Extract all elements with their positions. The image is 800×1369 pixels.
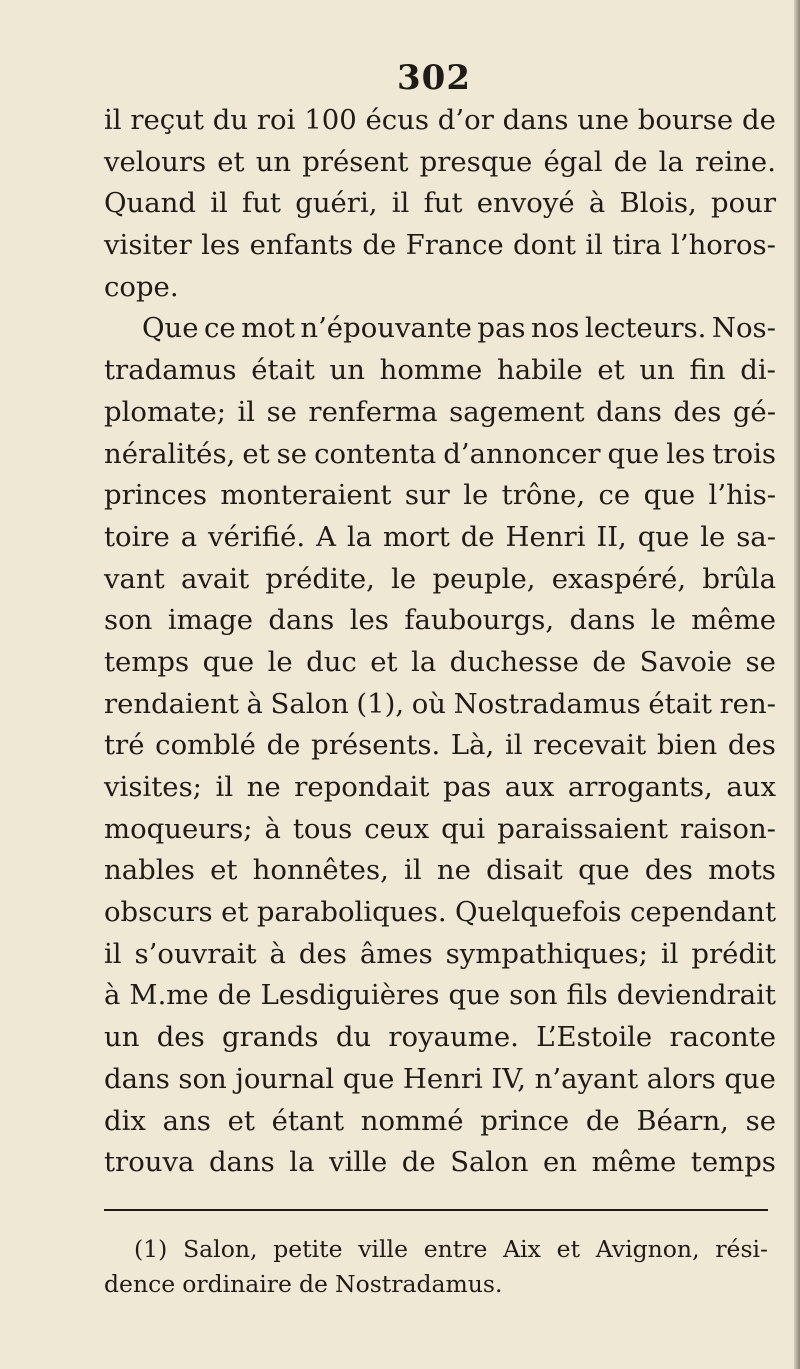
word: il	[237, 395, 256, 428]
word: que	[448, 979, 501, 1012]
text-line	[104, 183, 776, 225]
text-line	[104, 392, 776, 434]
word: le	[700, 520, 726, 553]
text-line	[104, 267, 776, 309]
word: pas	[477, 312, 526, 345]
word: que	[202, 645, 255, 678]
word: de	[401, 1146, 436, 1179]
word: Henri	[505, 520, 586, 553]
word: et	[556, 1235, 581, 1263]
word: il	[585, 229, 603, 262]
word: paraboliques.	[256, 896, 447, 929]
word: les	[349, 604, 389, 637]
word: avait	[180, 562, 250, 595]
word: France	[405, 229, 504, 262]
text-line	[104, 475, 776, 517]
text-line	[104, 1267, 768, 1302]
text-line	[104, 642, 776, 684]
word: était	[251, 354, 315, 387]
word: cope.	[104, 270, 179, 303]
text-line	[104, 892, 776, 934]
word: se	[266, 395, 297, 428]
word: il	[210, 187, 228, 220]
word: bien	[656, 729, 718, 762]
text-line	[104, 100, 776, 142]
word: petite	[273, 1235, 343, 1263]
word: que	[607, 437, 660, 470]
word: étant	[271, 1104, 345, 1137]
word: était	[648, 687, 712, 720]
word: duchesse	[449, 645, 579, 678]
word: II,	[596, 520, 627, 553]
text-line	[104, 142, 776, 184]
word: gé-	[732, 395, 776, 428]
word: nos	[531, 312, 580, 345]
word: dans	[208, 1146, 275, 1179]
word: prédite,	[265, 562, 375, 595]
word: il	[660, 937, 679, 970]
word: visiter	[104, 229, 192, 262]
word: son	[178, 1062, 227, 1095]
word: a	[180, 520, 198, 553]
word: honnêtes,	[252, 854, 389, 887]
word: de	[217, 979, 252, 1012]
word: cependant	[629, 896, 776, 929]
text-line	[104, 1101, 776, 1143]
word: d’annoncer	[443, 437, 601, 470]
word: un	[255, 145, 292, 178]
word: des	[673, 395, 722, 428]
word: pour	[710, 187, 776, 220]
word: Salon	[450, 1146, 529, 1179]
word: ans	[162, 1104, 211, 1137]
word: mots	[708, 854, 776, 887]
word: égal	[543, 145, 603, 178]
text-line	[104, 308, 776, 350]
footnote	[104, 1232, 768, 1302]
word: Lesdiguières	[260, 979, 440, 1012]
word: âmes	[359, 937, 433, 970]
word: à	[588, 187, 606, 220]
word: roi	[256, 104, 296, 136]
word: l’horos-	[671, 229, 776, 262]
word: princes	[104, 479, 208, 512]
text-line	[104, 1017, 776, 1059]
word: dont	[513, 229, 576, 262]
word: que	[637, 520, 690, 553]
word: vant	[104, 562, 165, 595]
word: faubourgs,	[404, 604, 555, 637]
word: trouva	[104, 1146, 195, 1179]
word: aux	[726, 771, 776, 803]
word: fut	[423, 187, 463, 220]
word: recevait	[533, 729, 647, 762]
word: dix	[104, 1104, 146, 1137]
text-line	[104, 975, 776, 1017]
word: plomate;	[104, 395, 227, 428]
word: à	[269, 937, 286, 970]
word: le	[463, 479, 489, 512]
word: image	[167, 604, 253, 637]
word: du	[335, 1021, 372, 1054]
word: raconte	[669, 1021, 776, 1054]
word: contenta	[314, 437, 437, 470]
word: il	[504, 729, 523, 762]
word: sur	[404, 479, 450, 512]
word: se	[276, 437, 308, 470]
text-line	[104, 1232, 768, 1267]
word: il	[215, 771, 234, 803]
word: Avignon,	[595, 1235, 700, 1263]
word: aux	[504, 771, 555, 803]
word: il	[404, 854, 422, 887]
word: arrogants,	[567, 771, 713, 803]
word: nommé	[360, 1104, 464, 1137]
word: néralités,	[104, 437, 236, 470]
word: Henri	[402, 1062, 483, 1095]
text-line	[104, 1142, 776, 1184]
word: même	[691, 604, 776, 637]
word: son	[104, 604, 153, 637]
page-edge-shadow	[794, 0, 800, 1369]
word: Blois,	[619, 187, 697, 220]
word: M.me	[129, 979, 209, 1012]
word: velours	[104, 145, 207, 178]
word: un	[104, 1021, 140, 1054]
word: le	[650, 604, 676, 637]
text-line	[104, 559, 776, 601]
word: 100	[304, 104, 357, 136]
word: un	[639, 354, 675, 387]
word: les	[201, 229, 241, 262]
footnote-divider	[104, 1209, 768, 1211]
word: trône,	[501, 479, 586, 512]
word: dans	[268, 604, 335, 637]
word: présents.	[311, 729, 441, 762]
word: le	[391, 562, 417, 595]
word: la	[289, 1146, 315, 1179]
word: Nos-	[711, 312, 776, 345]
word: dence	[104, 1270, 176, 1298]
word: exaspéré,	[551, 562, 687, 595]
word: et	[227, 1104, 255, 1137]
word: ce	[204, 312, 236, 345]
body-text	[104, 100, 776, 1184]
word: n’épouvante	[300, 312, 472, 345]
word: il	[391, 187, 410, 220]
word: Nostradamus	[453, 687, 641, 720]
word: et	[242, 437, 270, 470]
word: dans	[596, 395, 662, 428]
word: comblé	[155, 729, 256, 762]
word: tradamus	[104, 354, 237, 387]
text-line	[104, 934, 776, 976]
word: reçut	[130, 104, 204, 136]
word: de	[613, 145, 648, 178]
word: l’his-	[708, 479, 776, 512]
word: une	[577, 104, 629, 136]
word: obscurs	[104, 896, 213, 929]
word: les	[666, 437, 706, 470]
word: d’or	[437, 104, 494, 136]
word: de	[585, 1104, 620, 1137]
word: à	[246, 687, 263, 720]
page-number: 302	[397, 58, 471, 98]
text-line	[104, 767, 776, 809]
word: la	[346, 520, 373, 553]
word: des	[727, 729, 776, 762]
word: Là,	[450, 729, 495, 762]
word: tré	[104, 729, 145, 762]
word: toire	[104, 520, 170, 553]
word: des	[298, 937, 347, 970]
word: tira	[612, 229, 662, 262]
word: duc	[306, 645, 357, 678]
word: écus	[365, 104, 429, 136]
word: pas	[443, 771, 492, 803]
word: Salon,	[183, 1235, 258, 1263]
word: se	[745, 645, 776, 678]
word: Aix	[503, 1235, 541, 1263]
word: Nostradamus.	[335, 1270, 503, 1298]
word: homme	[379, 354, 483, 387]
word: dans	[569, 604, 636, 637]
word: enfants	[249, 229, 354, 262]
word: présent	[302, 145, 409, 178]
word: trois	[712, 437, 776, 470]
word: ceux	[364, 812, 430, 845]
text-line	[104, 725, 776, 767]
word: le	[267, 645, 293, 678]
word: vérifié.	[208, 520, 306, 553]
word: se	[745, 1104, 776, 1137]
word: Quelquefois	[454, 896, 622, 929]
word: et	[210, 854, 238, 887]
word: prédit	[691, 937, 776, 970]
word: envoyé	[476, 187, 575, 220]
word: Béarn,	[636, 1104, 729, 1137]
word: alors	[646, 1062, 716, 1095]
word: rendaient	[104, 687, 239, 720]
word: et	[370, 645, 398, 678]
word: Savoie	[639, 645, 733, 678]
paragraph	[104, 100, 776, 308]
word: s’ouvrait	[134, 937, 257, 970]
word: fils	[566, 979, 608, 1012]
word: la	[658, 145, 684, 178]
word: à	[104, 979, 121, 1012]
text-line	[104, 600, 776, 642]
word: du	[212, 104, 249, 136]
word: raison-	[679, 812, 776, 845]
word: peuple,	[432, 562, 536, 595]
word: ne	[246, 771, 281, 803]
word: de	[362, 229, 397, 262]
word: n’ayant	[534, 1062, 639, 1095]
word: rési-	[715, 1235, 768, 1263]
word: mot	[241, 312, 295, 345]
word: paraissaient	[497, 812, 668, 845]
word: renferma	[308, 395, 438, 428]
word: et	[217, 145, 245, 178]
word: que	[724, 1062, 776, 1095]
word: ne	[436, 854, 471, 887]
word: temps	[104, 645, 190, 678]
word: que	[578, 854, 630, 887]
word: un	[329, 354, 365, 387]
word: (1)	[134, 1235, 168, 1263]
word: de	[460, 520, 495, 553]
word: qui	[441, 812, 486, 845]
word: même	[591, 1146, 677, 1179]
word: sa-	[736, 520, 776, 553]
word: royaume.	[388, 1021, 519, 1054]
word: A	[316, 520, 336, 553]
word: deviendrait	[616, 979, 776, 1012]
word: tous	[292, 812, 353, 845]
word: bourse	[637, 104, 734, 136]
word: de	[592, 645, 627, 678]
word: de	[741, 104, 776, 136]
word: lecteurs.	[584, 312, 707, 345]
word: (1),	[356, 687, 405, 720]
word: ren-	[719, 687, 776, 720]
word: L’Estoile	[536, 1021, 653, 1054]
text-line	[104, 517, 776, 559]
word: dans	[104, 1062, 170, 1095]
word: monteraient	[220, 479, 392, 512]
word: en	[543, 1146, 578, 1179]
word: il	[104, 104, 122, 136]
word: habile	[497, 354, 583, 387]
text-line	[104, 1059, 776, 1101]
word: dans	[502, 104, 569, 136]
word: prince	[480, 1104, 570, 1137]
word: son	[509, 979, 558, 1012]
paragraph	[104, 308, 776, 1183]
word: disait	[486, 854, 563, 887]
word: moqueurs;	[104, 812, 253, 845]
word: ville	[358, 1235, 408, 1263]
text-line	[104, 225, 776, 267]
word: que	[643, 479, 696, 512]
word: à	[264, 812, 281, 845]
word: que	[342, 1062, 395, 1095]
word: di-	[740, 354, 776, 387]
word: mort	[382, 520, 450, 553]
text-line	[104, 684, 776, 726]
word: et	[221, 896, 249, 929]
word: où	[411, 687, 446, 720]
word: fut	[242, 187, 281, 220]
word: fin	[689, 354, 726, 387]
text-line	[104, 350, 776, 392]
word: grands	[221, 1021, 319, 1054]
word: temps	[690, 1146, 776, 1179]
word: Quand	[104, 187, 196, 220]
text-line	[104, 809, 776, 851]
word: journal	[235, 1062, 335, 1095]
word: Salon	[270, 687, 349, 720]
word: il	[104, 937, 122, 970]
word: reine.	[695, 145, 776, 178]
word: Que	[142, 312, 199, 345]
word: des	[644, 854, 693, 887]
text-line	[104, 434, 776, 476]
word: sympathiques;	[445, 937, 648, 970]
word: et	[597, 354, 625, 387]
word: sagement	[449, 395, 585, 428]
word: de	[299, 1270, 328, 1298]
word: visites;	[104, 771, 202, 803]
word: presque	[419, 145, 533, 178]
word: ce	[598, 479, 631, 512]
word: ville	[329, 1146, 388, 1179]
word: nables	[104, 854, 195, 887]
word: repondait	[294, 771, 430, 803]
text-line	[104, 850, 776, 892]
word: entre	[423, 1235, 488, 1263]
word: ordinaire	[182, 1270, 292, 1298]
word: des	[156, 1021, 205, 1054]
word: brûla	[702, 562, 776, 595]
word: la	[411, 645, 437, 678]
word: guéri,	[295, 187, 378, 220]
word: IV,	[491, 1062, 527, 1095]
word: de	[266, 729, 301, 762]
